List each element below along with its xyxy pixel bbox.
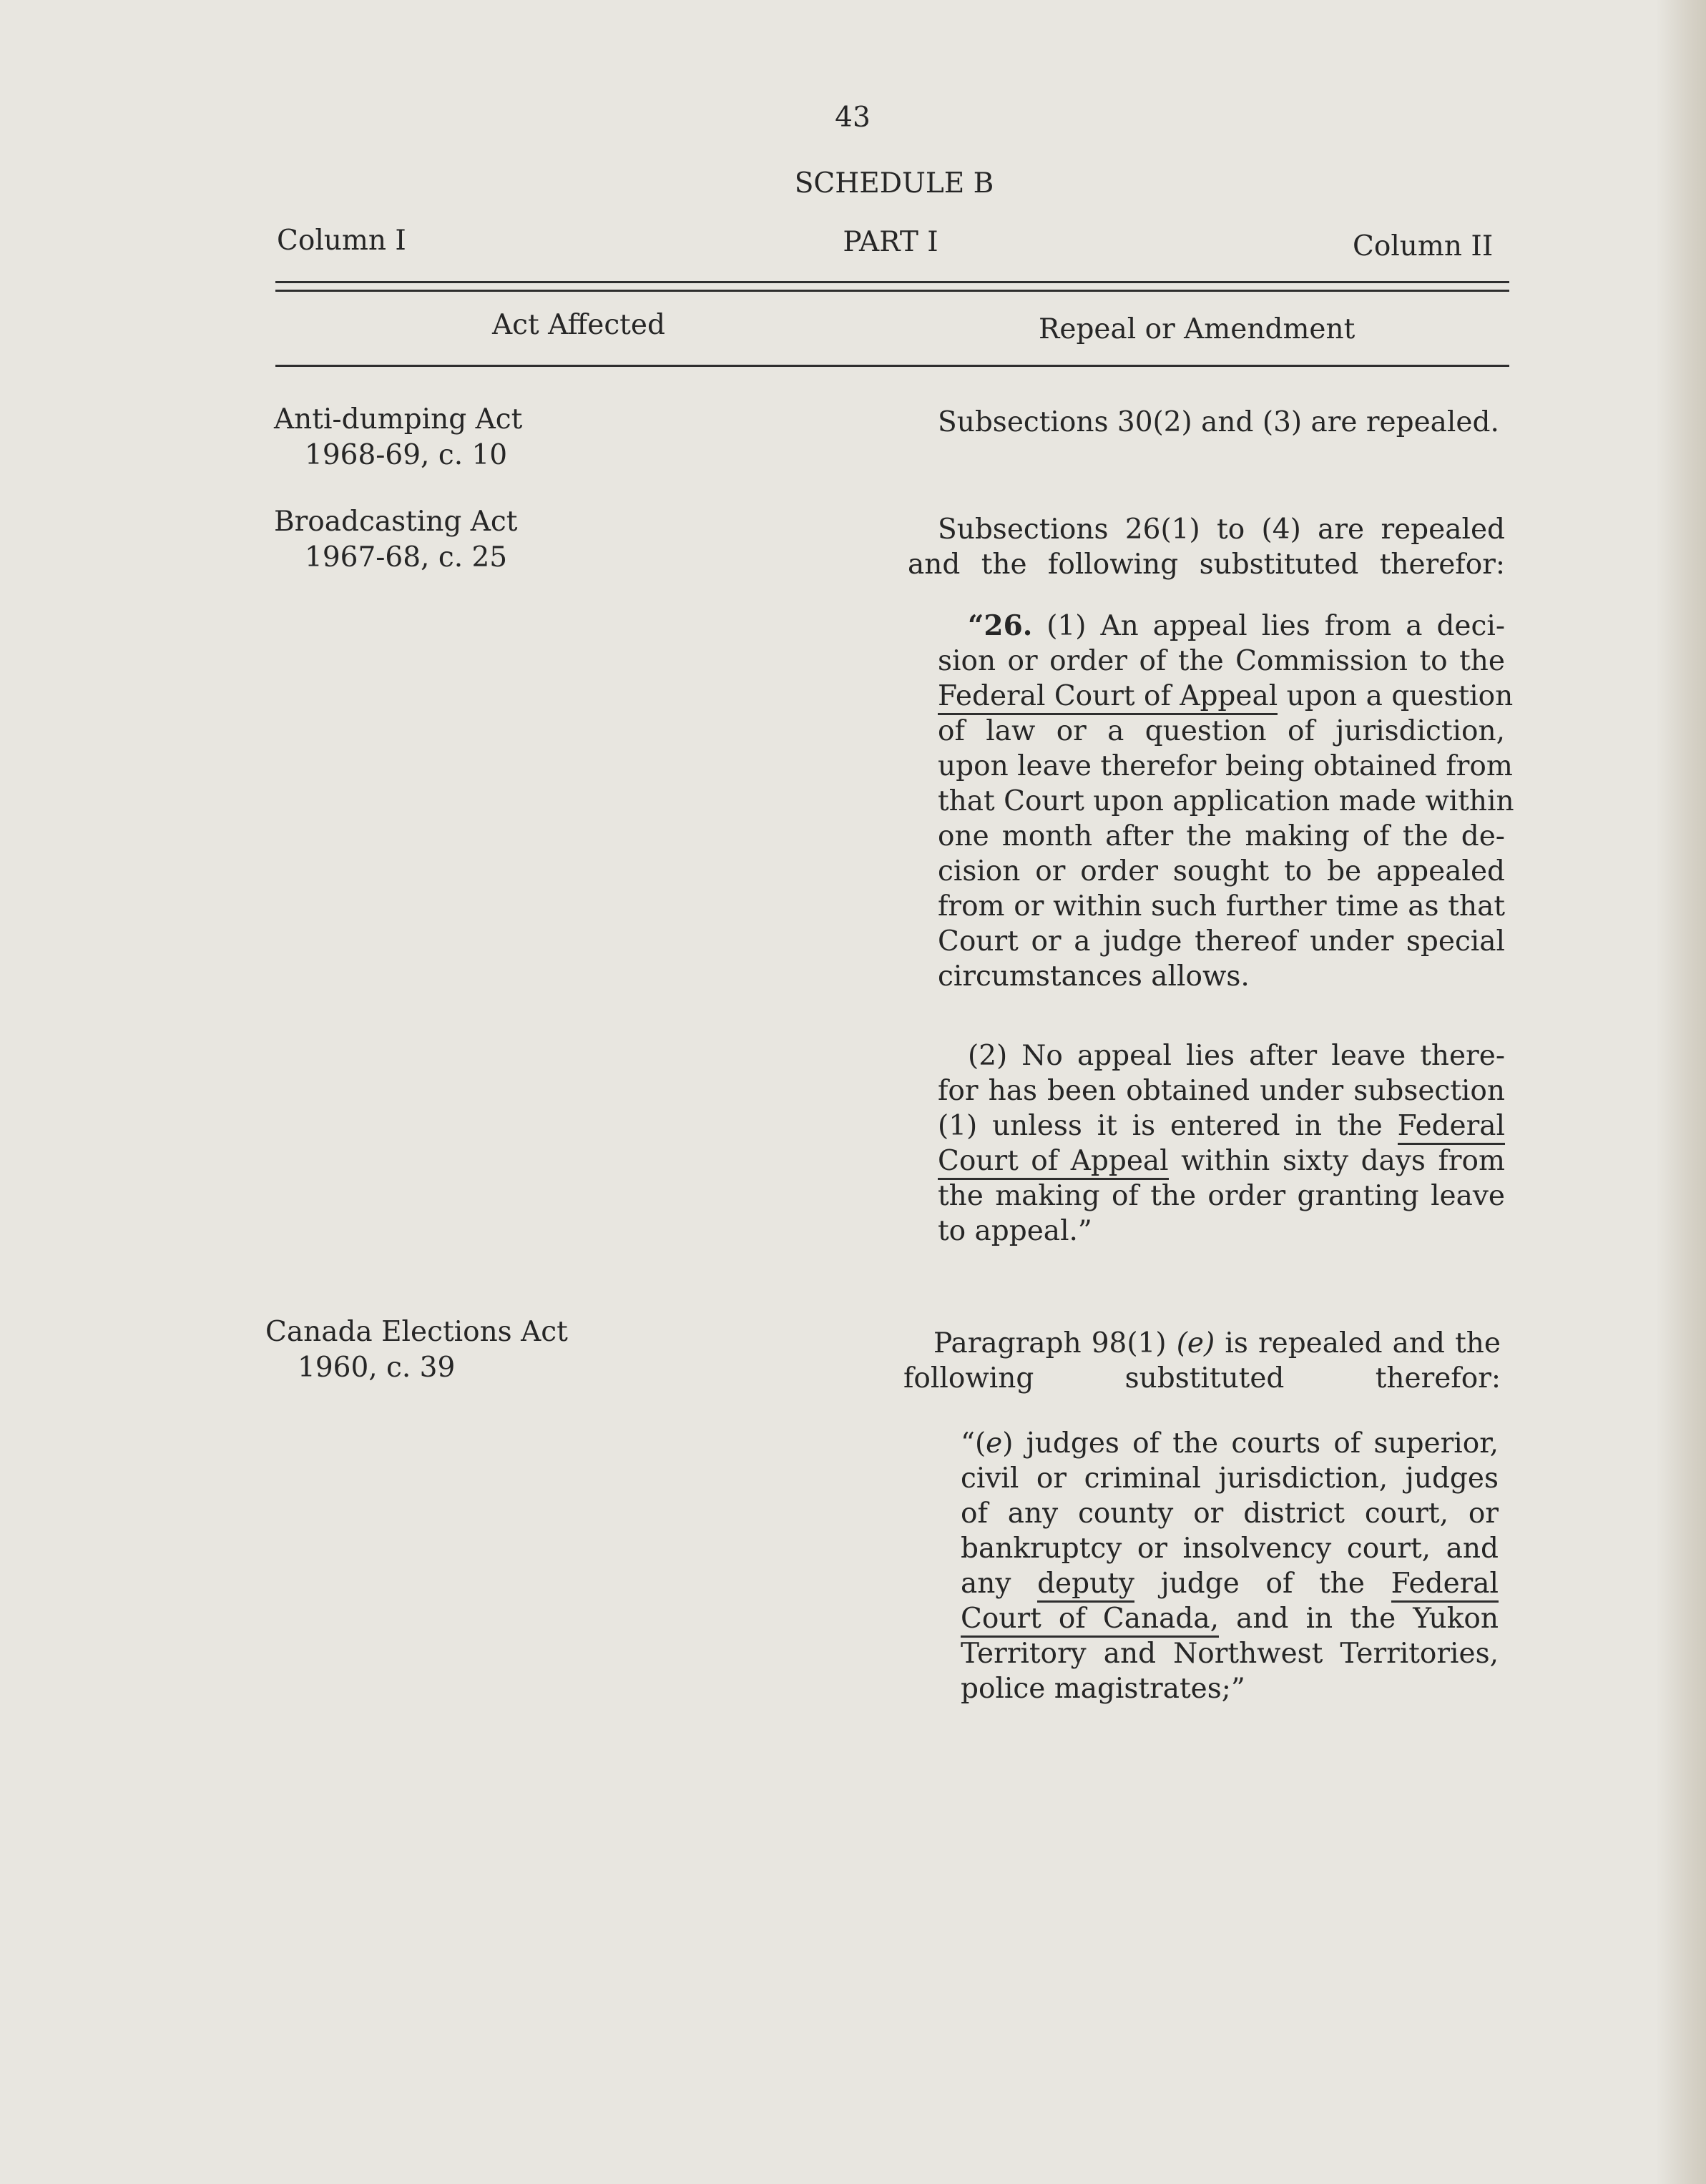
quoted-subsection-1 [938, 609, 1514, 994]
quote-line: upon leave therefor being obtained from [938, 750, 1513, 782]
quote-line: “(e) judges of the courts of superior, [961, 1427, 1499, 1460]
quoted-paragraph [961, 1426, 1499, 1706]
act-citation: 1967-68, c. 25 [305, 541, 508, 574]
header-rule [275, 365, 1509, 367]
quote-line: bankruptcy or insolvency court, and [961, 1533, 1499, 1565]
header-act-affected: Act Affected [492, 309, 665, 341]
quote-line: Federal Court of Appeal upon a question [938, 679, 1505, 714]
section-number: “26. [968, 609, 1033, 642]
quote-line: the making of the order granting leave [938, 1180, 1505, 1212]
column-left-label: Column I [277, 225, 406, 257]
act-name: Canada Elections Act [265, 1316, 568, 1348]
quote-line: circumstances allows. [938, 960, 1250, 993]
underlined-text: Federal [1391, 1568, 1499, 1603]
schedule-title: SCHEDULE B [794, 167, 994, 200]
quote-line: for has been obtained under subsection [938, 1075, 1505, 1107]
quote-line: one month after the making of the de- [938, 820, 1505, 852]
book-spine-shadow [1656, 0, 1706, 2184]
underlined-text: Court of Appeal [938, 1145, 1169, 1180]
quote-line: Court or a judge thereof under special [938, 925, 1505, 958]
part-title: PART I [843, 226, 938, 258]
quote-line: (1) unless it is entered in the Federal [938, 1108, 1505, 1143]
act-name: Anti-dumping Act [274, 403, 523, 436]
quote-line: any deputy judge of the Federal [961, 1566, 1499, 1601]
quote-line: to appeal.” [938, 1215, 1092, 1247]
quote-line: (2) No appeal lies after leave there- [968, 1040, 1505, 1072]
double-rule-top [275, 281, 1509, 283]
page-number: 43 [835, 102, 871, 134]
quote-line: that Court upon application made within [938, 785, 1514, 817]
amendment-intro [908, 512, 1505, 582]
quote-line: from or within such further time as that [938, 890, 1505, 923]
act-citation: 1960, c. 39 [298, 1352, 456, 1384]
quote-line: cision or order sought to be appealed [938, 855, 1505, 887]
underlined-text: Federal [1398, 1110, 1505, 1145]
double-rule-bottom [275, 290, 1509, 292]
amendment-line: following substituted therefor: [903, 1362, 1501, 1394]
amendment-text [938, 405, 1508, 440]
underlined-text: deputy [1037, 1568, 1134, 1603]
amendment-line: Subsections 30(2) and (3) are repealed. [938, 406, 1499, 438]
underlined-text: Federal Court of Appeal [938, 680, 1278, 715]
act-name: Broadcasting Act [274, 506, 518, 538]
quote-line: sion or order of the Commission to the [938, 645, 1505, 677]
act-citation: 1968-69, c. 10 [305, 439, 508, 471]
underlined-text: Court of Canada, [961, 1603, 1219, 1638]
quoted-subsection-2 [938, 1038, 1505, 1249]
column-right-label: Column II [1353, 230, 1494, 262]
quote-line: Territory and Northwest Territories, [961, 1638, 1499, 1670]
quote-line: “26. (1) An appeal lies from a deci- [968, 609, 1506, 642]
quote-line: Court of Canada, and in the Yukon [961, 1601, 1499, 1636]
quote-line: Court of Appeal within sixty days from [938, 1143, 1505, 1179]
amendment-line: Subsections 26(1) to (4) are repealed [938, 513, 1505, 546]
quote-line: police magistrates;” [961, 1673, 1245, 1705]
amendment-line: and the following substituted therefor: [908, 549, 1505, 581]
quote-line: of law or a question of jurisdiction, [938, 715, 1505, 747]
amendment-line: Paragraph 98(1) (e) is repealed and the [933, 1327, 1501, 1359]
header-repeal-amendment: Repeal or Amendment [1039, 313, 1356, 345]
quote-line: civil or criminal jurisdiction, judges [961, 1462, 1499, 1495]
quote-line: of any county or district court, or [961, 1497, 1499, 1530]
amendment-intro [903, 1326, 1501, 1396]
